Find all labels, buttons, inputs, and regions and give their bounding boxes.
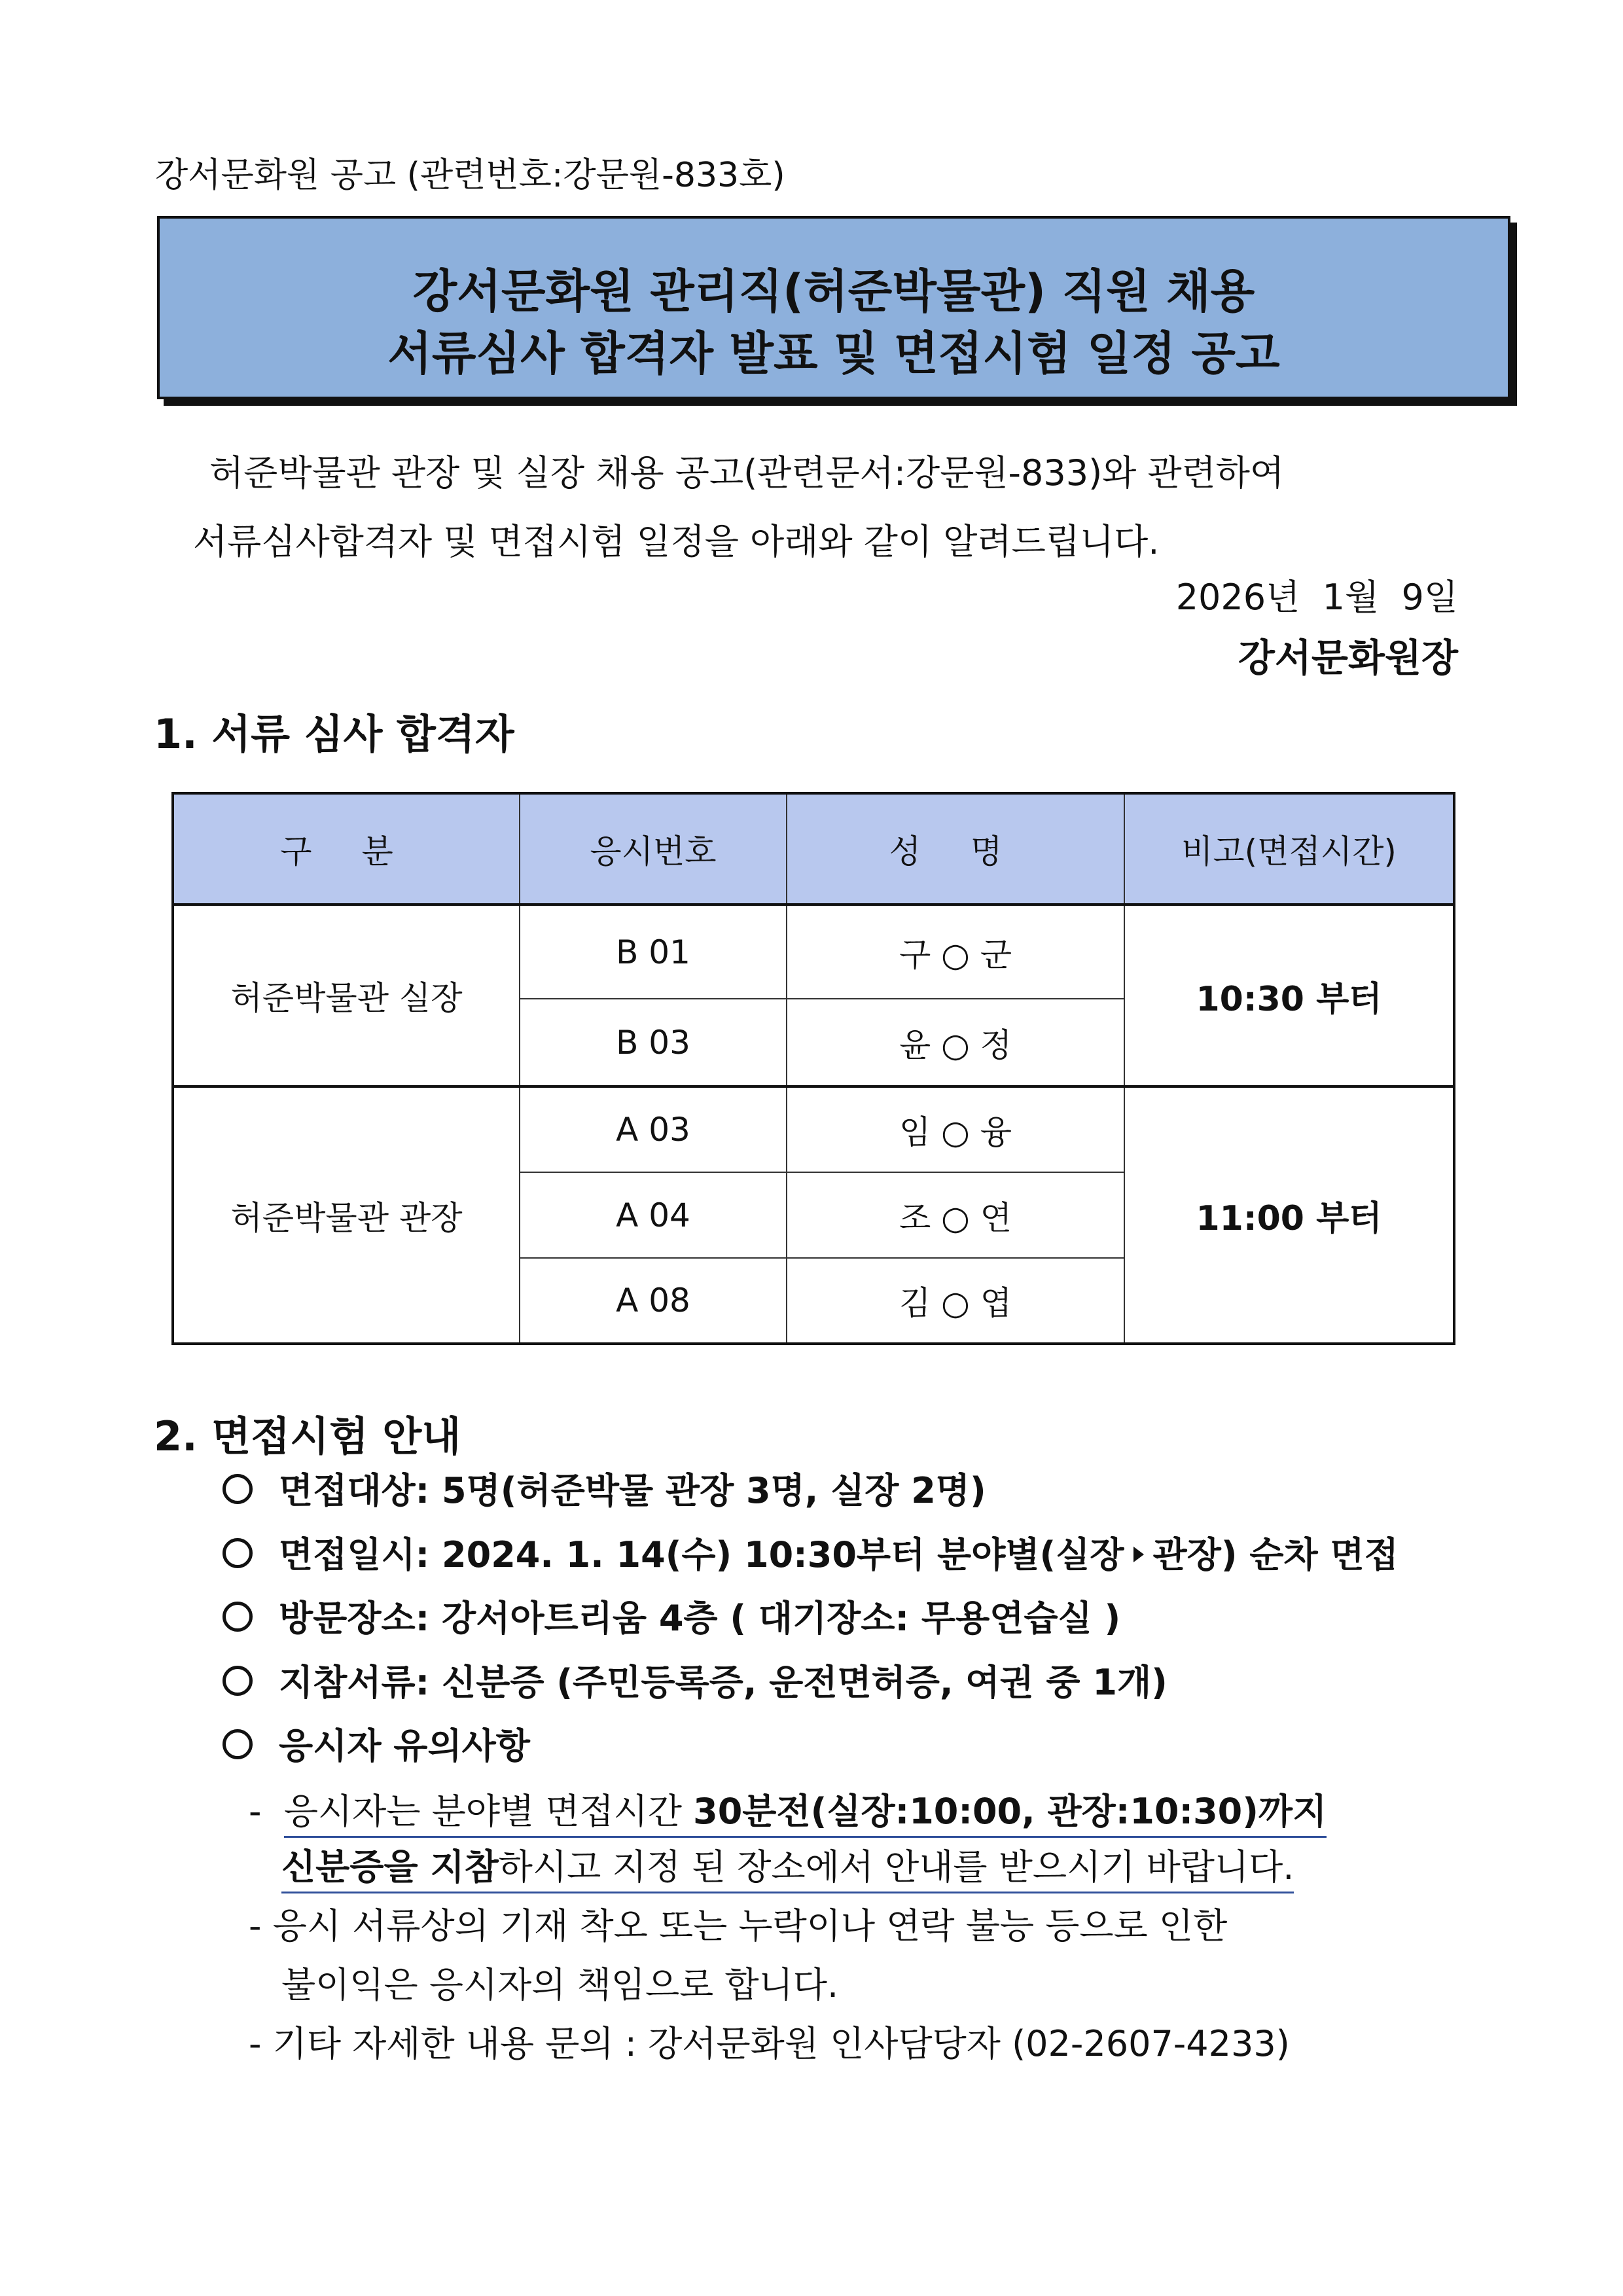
circle-bullet-icon [223,1538,253,1568]
header-applicant-number: 응시번호 [520,793,787,905]
bullet-text: 응시자 유의사항 [279,1725,530,1767]
circle-bullet-icon [223,1729,253,1759]
bullet-interview-datetime [223,1527,1399,1577]
notice-date: 2026년 1월 9일 [1175,577,1458,618]
bullet-text-b: 관장) 순차 면접 [1152,1534,1399,1575]
applicant-name-cell: 임 ○ 융 [787,1086,1124,1172]
header-name: 성 명 [787,793,1124,905]
bullet-text: 방문장소: 강서아트리움 4층 ( 대기장소: 무용연습실 ) [279,1598,1121,1639]
section-2-title: 2. 면접시험 안내 [154,1412,461,1460]
circle-bullet-icon [223,1666,253,1696]
section-1-title: 1. 서류 심사 합격자 [154,710,514,758]
note-3-contact: - 기타 자세한 내용 문의 : 강서문화원 인사담당자 (02-2607-4233) [249,2023,1290,2064]
triangle-right-icon [1133,1547,1144,1562]
bullet-interview-target [223,1463,986,1513]
applicant-name-cell: 윤 ○ 정 [787,999,1124,1086]
bullet-text: 지참서류: 신분증 (주민등록증, 운전면허증, 여권 중 1개) [279,1662,1168,1703]
applicant-number-cell: B 03 [520,999,787,1086]
table-header-row [173,793,1454,905]
circle-bullet-icon [223,1474,253,1504]
header-category: 구 분 [173,793,520,905]
note-2-line-2: 불이익은 응시자의 책임으로 합니다. [281,1964,839,2005]
document-screening-results-table [171,792,1455,1345]
bullet-visit-location [223,1590,1120,1641]
applicant-name-cell: 김 ○ 엽 [787,1258,1124,1344]
signer: 강서문화원장 [1238,636,1458,680]
applicant-name-cell: 조 ○ 연 [787,1172,1124,1258]
interview-time-cell: 10:30 부터 [1124,905,1454,1086]
note-text: 하시고 지정 된 장소에서 안내를 받으시기 바랍니다. [498,1846,1294,1888]
bullet-text-a: 면접일시: 2024. 1. 14(수) 10:30부터 분야별(실장 [279,1534,1124,1575]
table-row [173,905,1454,999]
table-row [173,1086,1454,1172]
notice-reference: 강서문화원 공고 (관련번호:강문원-833호) [155,156,785,195]
header-remarks: 비고(면접시간) [1124,793,1454,905]
category-cell: 허준박물관 실장 [173,905,520,1086]
applicant-number-cell: A 08 [520,1258,787,1344]
bullet-required-documents [223,1655,1168,1705]
intro-line-2: 서류심사합격자 및 면접시험 일정을 아래와 같이 알려드립니다. [193,521,1160,562]
note-1-line-2 [281,1839,1294,1890]
note-1-line-1 [249,1784,1327,1834]
note-text: 응시자는 분야별 면접시간 [283,1791,694,1832]
note-2-line-1: - 응시 서류상의 기재 착오 또는 누락이나 연락 불능 등으로 인한 [249,1905,1228,1946]
applicant-name-cell: 구 ○ 군 [787,905,1124,999]
applicant-number-cell: A 03 [520,1086,787,1172]
applicant-number-cell: A 04 [520,1172,787,1258]
title-line-1: 강서문화원 관리직(허준박물관) 직원 채용 [412,264,1255,318]
intro-line-1: 허준박물관 관장 및 실장 채용 공고(관련문서:강문원-833)와 관련하여 [209,452,1285,493]
applicant-number-cell: B 01 [520,905,787,999]
interview-time-cell: 11:00 부터 [1124,1086,1454,1344]
bullet-applicant-notes [223,1718,530,1768]
note-emphasis: 30분전(실장:10:00, 관장:10:30)까지 [693,1791,1327,1832]
note-dash: - [249,1791,262,1832]
note-emphasis: 신분증을 지참 [281,1846,499,1888]
circle-bullet-icon [223,1602,253,1632]
category-cell: 허준박물관 관장 [173,1086,520,1344]
title-banner [157,216,1510,399]
bullet-text: 면접대상: 5명(허준박물 관장 3명, 실장 2명) [279,1470,986,1511]
title-line-2: 서류심사 합격자 발표 및 면접시험 일정 공고 [387,327,1280,380]
